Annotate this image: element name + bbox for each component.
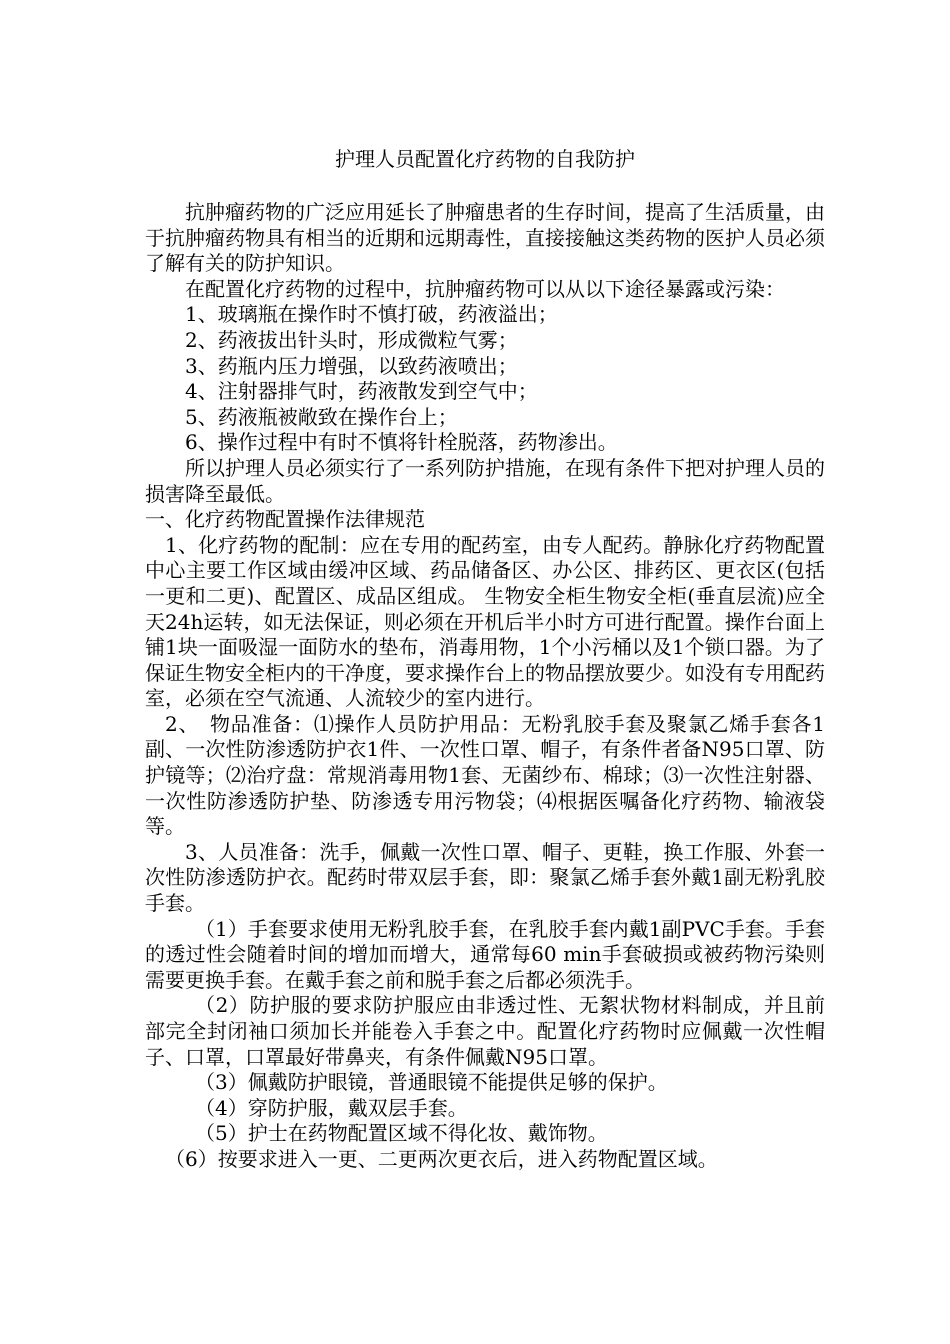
section-item-2: 2、 物品准备：⑴操作人员防护用品：无粉乳胶手套及聚氯乙烯手套各1副、一次性防渗透防护衣1件、一次性口罩、帽子，有条件者备N95口罩、防护镜等；⑵治疗盘：常规消毒用物1套、无菌纱布、棉球；⑶一次性注射器、一次性防渗透防护垫、防渗透专用污物袋；⑷根据医嘱备化疗药物、输液袋等。 bbox=[145, 711, 825, 839]
route-item: 5、药液瓶被敞致在操作台上； bbox=[185, 404, 458, 429]
intro-paragraph: 抗肿瘤药物的广泛应用延长了肿瘤患者的生存时间，提高了生活质量，由于抗肿瘤药物具有相当的近期和远期毒性，直接接触这类药物的医护人员必须了解有关的防护知识。 bbox=[145, 200, 825, 276]
sub-item-2: （2）防护服的要求防护服应由非透过性、无絮状物材料制成，并且前部完全封闭袖口须加长并能卷入手套之中。配置化疗药物时应佩戴一次性帽子、口罩，口罩最好带鼻夹，有条件佩戴N95口罩。 bbox=[145, 993, 825, 1069]
route-item: 4、注射器排气时，药液散发到空气中； bbox=[185, 379, 538, 404]
sub-item-6: （6）按要求进入一更、二更两次更衣后，进入药物配置区域。 bbox=[165, 1146, 718, 1171]
section-item-1: 1、化疗药物的配制：应在专用的配药室，由专人配药。静脉化疗药物配置中心主要工作区域由缓冲区域、药品储备区、办公区、排药区、更衣区(包括一更和二更)、配置区、成品区组成。 生物安全柜生物安全柜(垂直层流)应全天24h运转，如无法保证，则必须在开机后半小时方可进行配置。操作台面上铺1块一面吸湿一面防水的垫布，消毒用物，1个小污桶以及1个锁口器。为了保证生物安全柜内的干净度，要求操作台上的物品摆放要少。如没有专用配药室，必须在空气流通、人流较少的室内进行。 bbox=[145, 532, 825, 711]
sub-item-5: （5）护士在药物配置区域不得化妆、戴饰物。 bbox=[195, 1121, 608, 1146]
route-item: 3、药瓶内压力增强，以致药液喷出； bbox=[185, 353, 518, 378]
sub-item-3: （3）佩戴防护眼镜，普通眼镜不能提供足够的保护。 bbox=[195, 1070, 668, 1095]
route-item: 2、药液拔出针头时，形成微粒气雾； bbox=[185, 327, 518, 352]
route-item: 6、操作过程中有时不慎将针栓脱落，药物渗出。 bbox=[185, 430, 618, 455]
route-item: 1、玻璃瓶在操作时不慎打破，药液溢出； bbox=[185, 302, 558, 327]
document-page bbox=[145, 140, 825, 1173]
exposure-intro-paragraph: 在配置化疗药物的过程中，抗肿瘤药物可以从以下途径暴露或污染： bbox=[185, 276, 785, 301]
sub-item-1: （1）手套要求使用无粉乳胶手套，在乳胶手套内戴1副PVC手套。手套的透过性会随着时间的增加而增大，通常每60 min手套破损或被药物污染则需要更换手套。在戴手套之前和脱手套之后都必须洗手。 bbox=[145, 916, 825, 992]
section-heading: 一、化疗药物配置操作法律规范 bbox=[145, 507, 425, 532]
section-item-3: 3、人员准备：洗手，佩戴一次性口罩、帽子、更鞋，换工作服、外套一次性防渗透防护衣。配药时带双层手套，即：聚氯乙烯手套外戴1副无粉乳胶手套。 bbox=[145, 839, 825, 916]
document-title: 护理人员配置化疗药物的自我防护 bbox=[335, 147, 635, 171]
conclusion-paragraph: 所以护理人员必须实行了一系列防护措施，在现有条件下把对护理人员的损害降至最低。 bbox=[145, 455, 825, 506]
sub-item-4: （4）穿防护服，戴双层手套。 bbox=[195, 1095, 468, 1120]
